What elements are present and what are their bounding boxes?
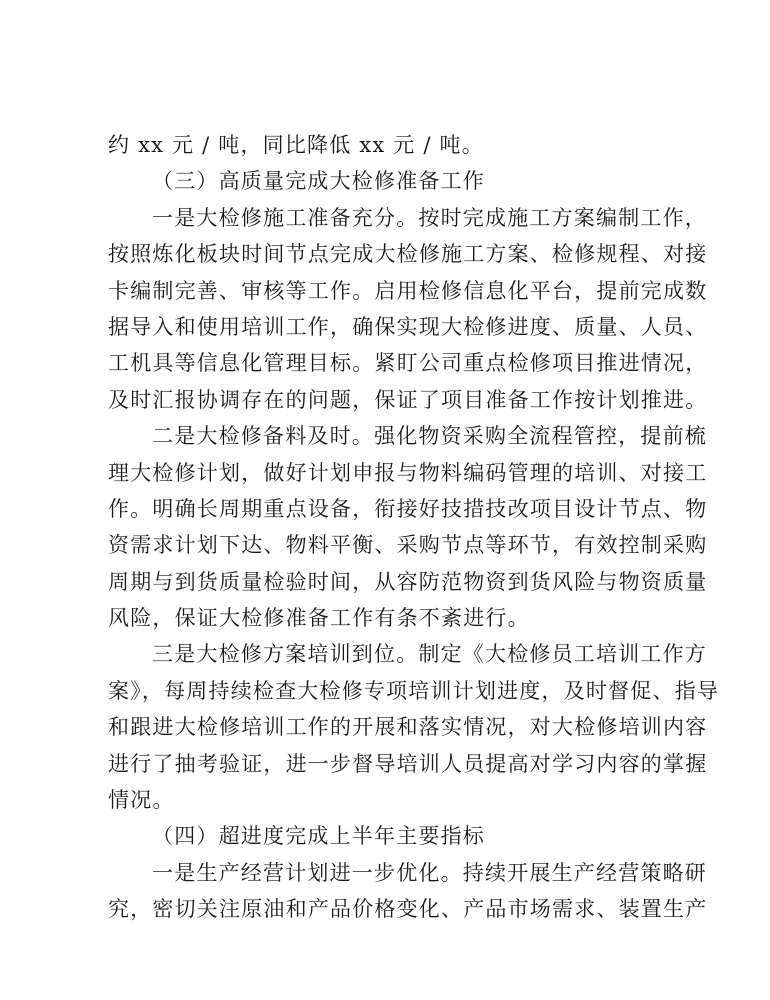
text-line: 理大检修计划，做好计划申报与物料编码管理的培训、对接工 (108, 460, 708, 485)
text-line: 及时汇报协调存在的问题，保证了项目准备工作按计划推进。 (108, 387, 708, 412)
text-line: 风险，保证大检修准备工作有条不紊进行。 (108, 606, 530, 631)
text-line: 资需求计划下达、物料平衡、采购节点等环节，有效控制采购 (108, 533, 708, 558)
text-line: 三是大检修方案培训到位。制定《大检修员工培训工作方 (152, 642, 707, 667)
text-line: 作。明确长周期重点设备，衔接好技措技改项目设计节点、物 (108, 496, 708, 521)
text-line: 卡编制完善、审核等工作。启用检修信息化平台，提前完成数 (108, 278, 708, 303)
text-line: 一是大检修施工准备充分。按时完成施工方案编制工作， (152, 205, 707, 230)
text-line: 一是生产经营计划进一步优化。持续开展生产经营策略研 (152, 860, 707, 885)
document-body (108, 127, 720, 928)
text-line: 二是大检修备料及时。强化物资采购全流程管控，提前梳 (152, 424, 707, 449)
text-line: 按照炼化板块时间节点完成大检修施工方案、检修规程、对接 (108, 242, 708, 267)
text-line: 约 xx 元 / 吨，同比降低 xx 元 / 吨。 (108, 133, 484, 157)
text-line: 究，密切关注原油和产品价格变化、产品市场需求、装置生产 (108, 897, 708, 922)
section-heading: （四）超进度完成上半年主要指标 (152, 824, 485, 849)
text-line: 周期与到货质量检验时间，从容防范物资到货风险与物资质量 (108, 569, 708, 594)
text-line: 工机具等信息化管理目标。紧盯公司重点检修项目推进情况， (108, 351, 708, 376)
text-line: 案》，每周持续检查大检修专项培训计划进度，及时督促、指导 (108, 678, 720, 703)
text-line: 和跟进大检修培训工作的开展和落实情况，对大检修培训内容 (108, 715, 708, 740)
text-line: 进行了抽考验证，进一步督导培训人员提高对学习内容的掌握 (108, 751, 708, 776)
text-line: 据导入和使用培训工作，确保实现大检修进度、质量、人员、 (108, 314, 708, 339)
section-heading: （三）高质量完成大检修准备工作 (152, 169, 485, 194)
text-line: 情况。 (108, 788, 175, 813)
